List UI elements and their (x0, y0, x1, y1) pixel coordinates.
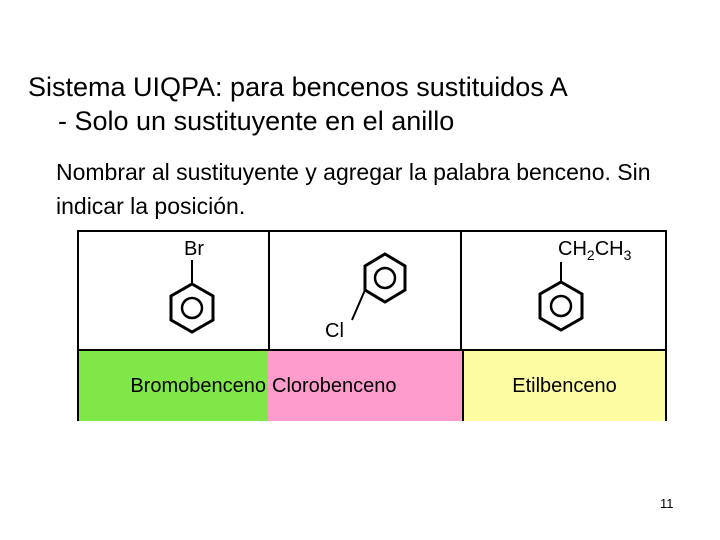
slide-title (28, 70, 708, 138)
bromo-substituent-label: Br (184, 238, 204, 260)
ethylbenzene-structure (534, 262, 588, 342)
bromobenzene-structure (165, 260, 219, 346)
chlorobenzene-structure (347, 248, 417, 328)
title-line-1: Sistema UIQPA: para bencenos sustituidos A (28, 72, 568, 102)
name-cell-clorobenceno (268, 351, 464, 421)
name-cell-etilbenceno (464, 351, 665, 421)
ethyl-substituent-label: $CH_2CH_3$ (558, 238, 632, 263)
molecules-table (77, 230, 667, 421)
column-divider-2 (460, 232, 462, 349)
chloro-substituent-label: Cl (325, 320, 344, 342)
slide-subtitle: Nombrar al sustituyente y agregar la palabra benceno. Sin indicar la posición. (56, 159, 651, 219)
bromobenceno-name: Bromobenceno (130, 374, 266, 397)
clorobenceno-name: Clorobenceno (272, 374, 397, 397)
name-cell-bromobenceno (79, 351, 268, 421)
title-line-2: - Solo un sustituyente en el anillo (58, 106, 455, 136)
page-number: 11 (660, 496, 674, 511)
column-divider-1 (268, 232, 270, 349)
etilbenceno-name: Etilbenceno (512, 374, 617, 397)
